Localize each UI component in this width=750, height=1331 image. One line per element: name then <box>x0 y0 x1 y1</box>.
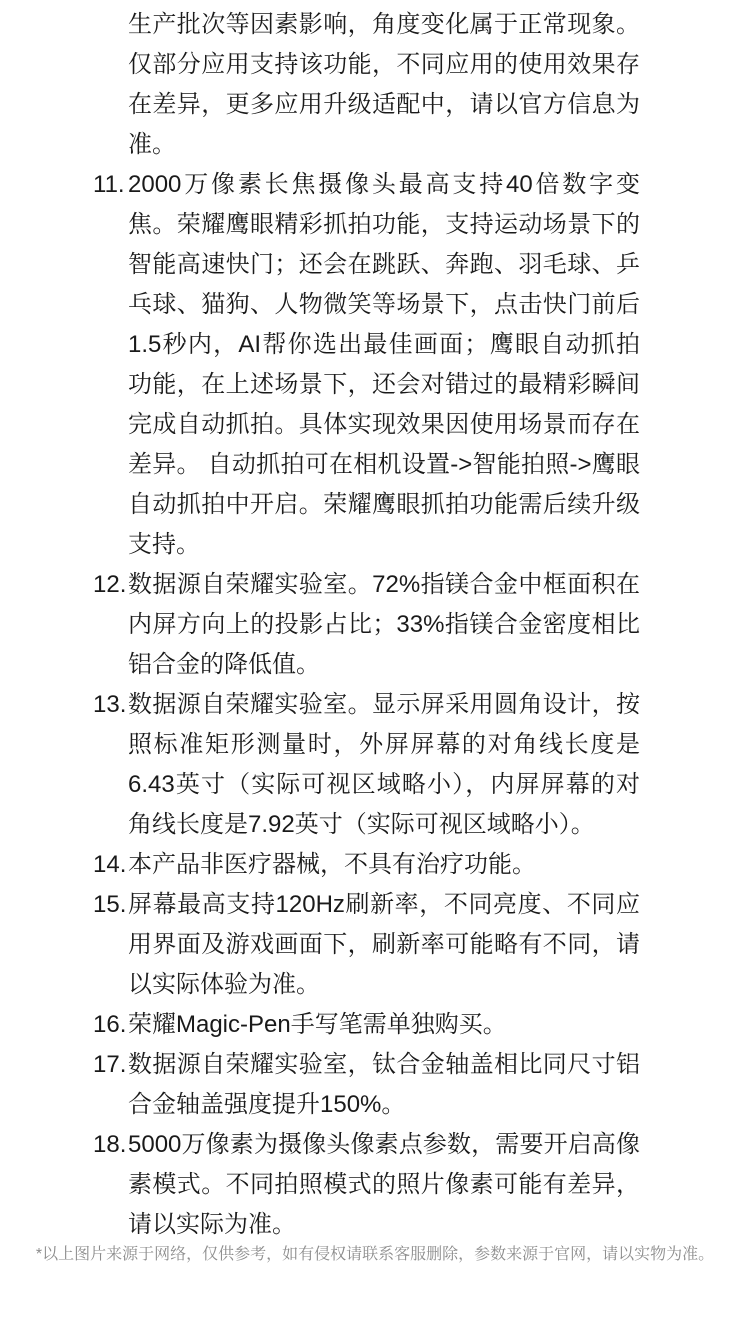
footnote-item <box>93 885 750 1005</box>
footnote-text: 数据源自荣耀实验室，钛合金轴盖相比同尺寸铝合金轴盖强度提升150%。 <box>128 1051 640 1118</box>
footnote-item <box>93 1125 750 1245</box>
footnote-text: 荣耀Magic-Pen手写笔需单独购买。 <box>128 1011 507 1038</box>
footnote-number: 12. <box>93 571 127 598</box>
footnote-number: 14. <box>93 851 127 878</box>
footnote-number: 15. <box>93 891 127 918</box>
footnote-item <box>93 845 750 885</box>
footnote-number: 18. <box>93 1131 127 1158</box>
footnote-text: 屏幕最高支持120Hz刷新率，不同亮度、不同应用界面及游戏画面下，刷新率可能略有不同，请以实际体验为准。 <box>128 891 640 998</box>
footnote-text: 5000万像素为摄像头像素点参数，需要开启高像素模式。不同拍照模式的照片像素可能有差异，请以实际为准。 <box>128 1131 640 1238</box>
footer-disclaimer: *以上图片来源于网络，仅供参考，如有侵权请联系客服删除，参数来源于官网，请以实物为准。 <box>35 1246 715 1263</box>
footnote-text: 2000万像素长焦摄像头最高支持40倍数字变焦。荣耀鹰眼精彩抓拍功能，支持运动场景下的智能高速快门；还会在跳跃、奔跑、羽毛球、乒乓球、猫狗、人物微笑等场景下，点击快门前后1.5秒内，AI帮你选出最佳画面；鹰眼自动抓拍功能，在上述场景下，还会对错过的最精彩瞬间完成自动抓拍。具体实现效果因使用场景而存在差异。 自动抓拍可在相机设置->智能拍照->鹰眼自动抓拍中开启。荣耀鹰眼抓拍功能需后续升级支持。 <box>128 171 640 558</box>
footnote-item <box>93 685 750 845</box>
footnote-list <box>93 165 750 1245</box>
footnote-text: 数据源自荣耀实验室。72%指镁合金中框面积在内屏方向上的投影占比；33%指镁合金密度相比铝合金的降低值。 <box>128 571 640 678</box>
footnote-number: 17. <box>93 1051 127 1078</box>
footnote-item <box>93 1045 750 1125</box>
footnote-text: 数据源自荣耀实验室。显示屏采用圆角设计，按照标准矩形测量时，外屏屏幕的对角线长度是6.43英寸（实际可视区域略小），内屏屏幕的对角线长度是7.92英寸（实际可视区域略小）。 <box>128 691 640 838</box>
footnote-item <box>93 165 750 565</box>
lead-paragraph: 生产批次等因素影响，角度变化属于正常现象。仅部分应用支持该功能，不同应用的使用效果存在差异，更多应用升级适配中，请以官方信息为准。 <box>128 11 640 158</box>
footnote-item <box>93 565 750 685</box>
footnote-number: 16. <box>93 1011 127 1038</box>
footnote-item <box>93 1005 750 1045</box>
footnote-number: 11. <box>93 171 125 198</box>
footnote-text: 本产品非医疗器械，不具有治疗功能。 <box>128 851 536 878</box>
footnote-number: 13. <box>93 691 127 718</box>
